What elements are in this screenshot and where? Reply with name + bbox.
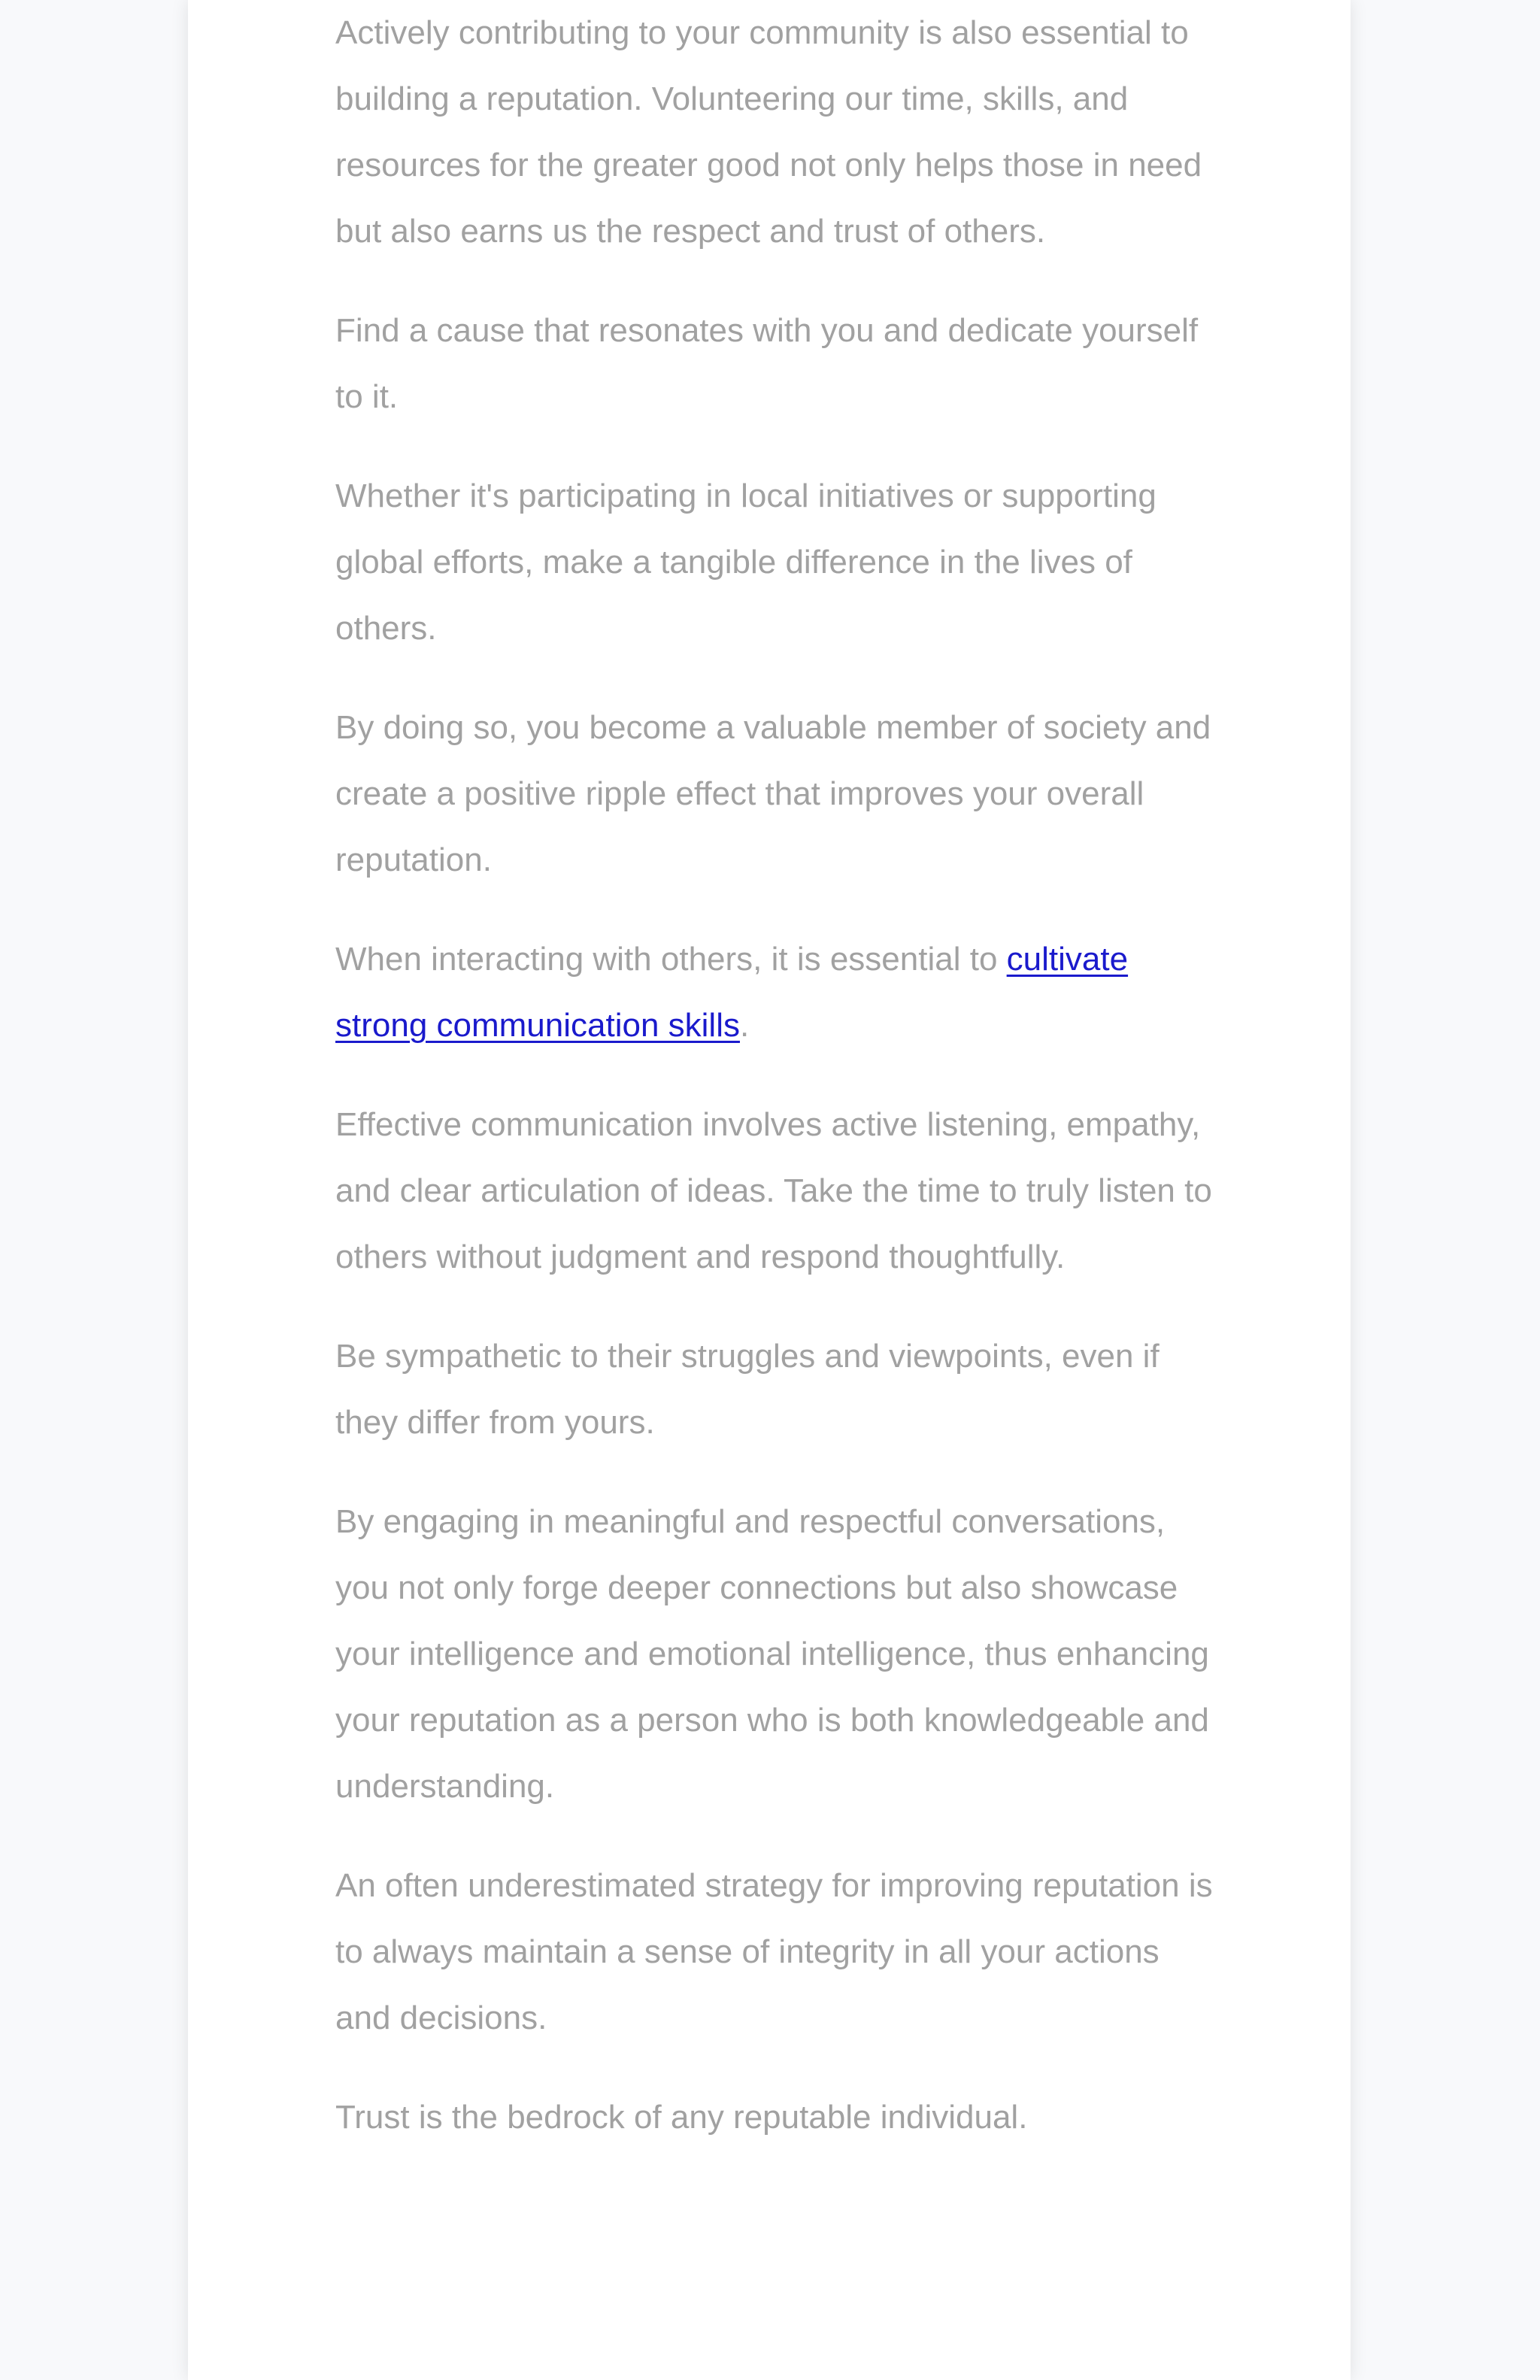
communication-intro-text: When interacting with others, it is essential to: [335, 941, 1007, 978]
paragraph-communication: [335, 926, 1215, 1059]
article-page: [188, 0, 1351, 2380]
paragraph-trust: Trust is the bedrock of any reputable individual.: [335, 2099, 1028, 2136]
paragraph-conversations: By engaging in meaningful and respectful conversations, you not only forge deeper connections but also showcase your intelligence and emotional intelligence, thus enhancing your reputation as a person who is both knowledgeable and understanding.: [335, 1503, 1209, 1805]
paragraph-initiatives: Whether it's participating in local initiatives or supporting global efforts, make a tangible difference in the lives of others.: [335, 478, 1157, 647]
paragraph-integrity: An often underestimated strategy for improving reputation is to always maintain a sense of integrity in all your actions and decisions.: [335, 1867, 1213, 2036]
article-content: [335, 0, 1215, 2184]
paragraph-cause: Find a cause that resonates with you and dedicate yourself to it.: [335, 312, 1199, 415]
communication-end-text: .: [739, 1007, 750, 1044]
paragraph-effective-communication: Effective communication involves active listening, empathy, and clear articulation of ideas. Take the time to truly listen to others without judgment and respond thoughtfully.: [335, 1106, 1212, 1275]
paragraph-sympathetic: Be sympathetic to their struggles and viewpoints, even if they differ from yours.: [335, 1338, 1160, 1441]
communication-skills-link[interactable]: cultivate strong communication skills: [335, 941, 1129, 1044]
paragraph-community: Actively contributing to your community is also essential to building a reputation. Volunteering our time, skills, and resources for the greater good not only helps those in need but also earns us the respect and trust of others.: [335, 14, 1202, 250]
paragraph-society: By doing so, you become a valuable member of society and create a positive ripple effect that improves your overall reputation.: [335, 709, 1211, 878]
